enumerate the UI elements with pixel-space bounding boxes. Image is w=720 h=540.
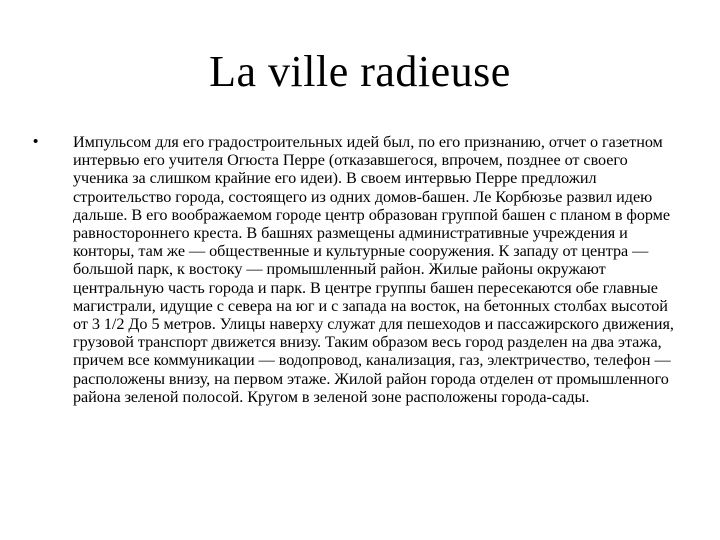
bullet-item [33, 133, 683, 406]
bullet-list [33, 133, 683, 406]
bullet-text: Импульсом для его градостроительных идей был, по его признанию, отчет о газетном интервью его учителя Огюста Перре (отказавшегося, впрочем, позднее от своего ученика за слишком крайние его идеи). В своем интервью Перре предложил строительство города, состоящего из одних домов-башен. Ле Корбюзье развил идею дальше. В его воображаемом городе центр образован группой башен с планом в форме равностороннего креста. В башнях размещены административные учреждения и конторы, там же — общественные и культурные сооружения. К западу от центра — большой парк, к востоку — промышленный район. Жилые районы окружают центральную часть города и парк. В центре группы башен пересекаются обе главные магистрали, идущие с севера на юг и с запада на восток, на бетонных столбах высотой от 3 1/2 До 5 метров. Улицы наверху служат для пешеходов и пассажирского движения, грузовой транспорт движется внизу. Таким образом весь город разделен на два этажа, причем все коммуникации — водопровод, канализация, газ, электричество, телефон — расположены внизу, на первом этаже. Жилой район города отделен от промышленного района зеленой полосой. Кругом в зеленой зоне расположены города-сады. [73, 133, 674, 406]
slide-title: La ville radieuse [209, 47, 511, 96]
bullet-marker: • [33, 133, 39, 150]
